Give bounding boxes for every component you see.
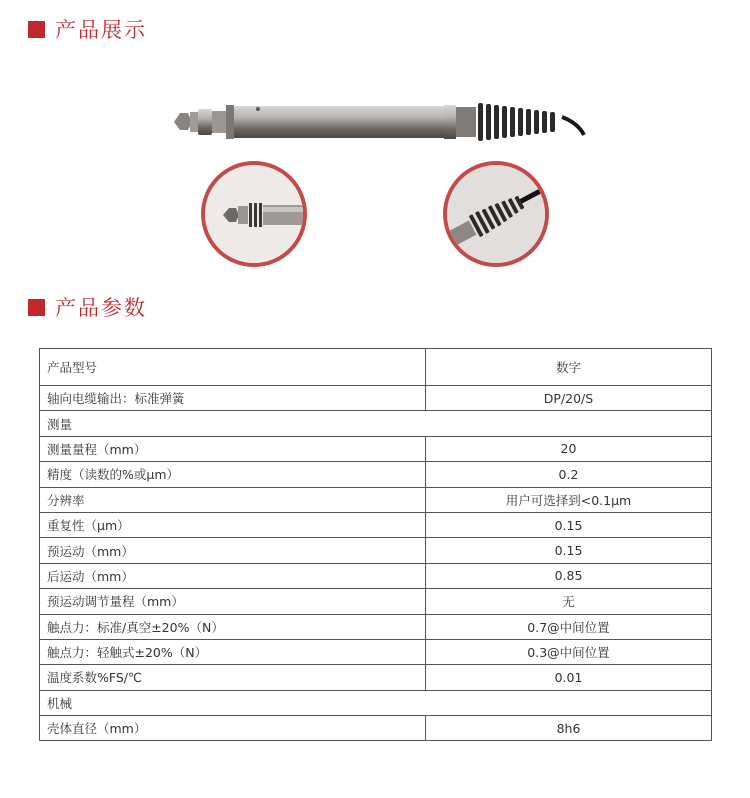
- table-row: [40, 512, 712, 537]
- param-label: 预运动（mm）: [40, 538, 426, 563]
- param-label: 温度系数%FS/℃: [40, 665, 426, 690]
- param-label: 轴向电缆输出：标准弹簧: [40, 386, 426, 411]
- detail-photo-tip: [201, 161, 307, 267]
- table-row: [40, 639, 712, 664]
- param-label: 精度（读数的%或μm）: [40, 462, 426, 487]
- param-label: 分辨率: [40, 487, 426, 512]
- table-row: [40, 487, 712, 512]
- table-row: [40, 716, 712, 741]
- section-marker-icon: [28, 299, 45, 316]
- param-value: 数字: [426, 349, 712, 386]
- param-value: 用户可选择到<0.1μm: [426, 487, 712, 512]
- param-value: 20: [426, 436, 712, 461]
- table-row: [40, 411, 712, 436]
- param-value: 0.01: [426, 665, 712, 690]
- param-label: 壳体直径（mm）: [40, 716, 426, 741]
- param-value: 8h6: [426, 716, 712, 741]
- table-row: [40, 349, 712, 386]
- section-marker-icon: [28, 21, 45, 38]
- table-row: [40, 665, 712, 690]
- param-value: 0.15: [426, 512, 712, 537]
- section-header-params: [28, 292, 147, 322]
- param-label: 重复性（μm）: [40, 512, 426, 537]
- product-photo: [170, 95, 590, 155]
- param-group-heading: 机械: [40, 690, 712, 715]
- table-row: [40, 436, 712, 461]
- table-row: [40, 690, 712, 715]
- param-value: 无: [426, 589, 712, 614]
- param-value: DP/20/S: [426, 386, 712, 411]
- param-group-heading: 测量: [40, 411, 712, 436]
- param-value: 0.3@中间位置: [426, 639, 712, 664]
- param-value: 0.7@中间位置: [426, 614, 712, 639]
- param-label: 触点力：轻触式±20%（N）: [40, 639, 426, 664]
- param-label: 产品型号: [40, 349, 426, 386]
- params-table: [39, 348, 712, 741]
- param-value: 0.15: [426, 538, 712, 563]
- table-row: [40, 462, 712, 487]
- detail-right-photo: [447, 165, 545, 263]
- section-title-display: 产品展示: [55, 18, 147, 42]
- table-row: [40, 563, 712, 588]
- param-label: 预运动调节量程（mm）: [40, 589, 426, 614]
- section-header-display: [28, 14, 147, 44]
- param-value: 0.85: [426, 563, 712, 588]
- param-value: 0.2: [426, 462, 712, 487]
- section-title-params: 产品参数: [55, 296, 147, 320]
- param-label: 测量量程（mm）: [40, 436, 426, 461]
- param-label: 后运动（mm）: [40, 563, 426, 588]
- table-row: [40, 386, 712, 411]
- table-row: [40, 538, 712, 563]
- param-label: 触点力：标准/真空±20%（N）: [40, 614, 426, 639]
- table-row: [40, 614, 712, 639]
- detail-left-photo: [205, 165, 303, 263]
- table-row: [40, 589, 712, 614]
- detail-photo-spring: [443, 161, 549, 267]
